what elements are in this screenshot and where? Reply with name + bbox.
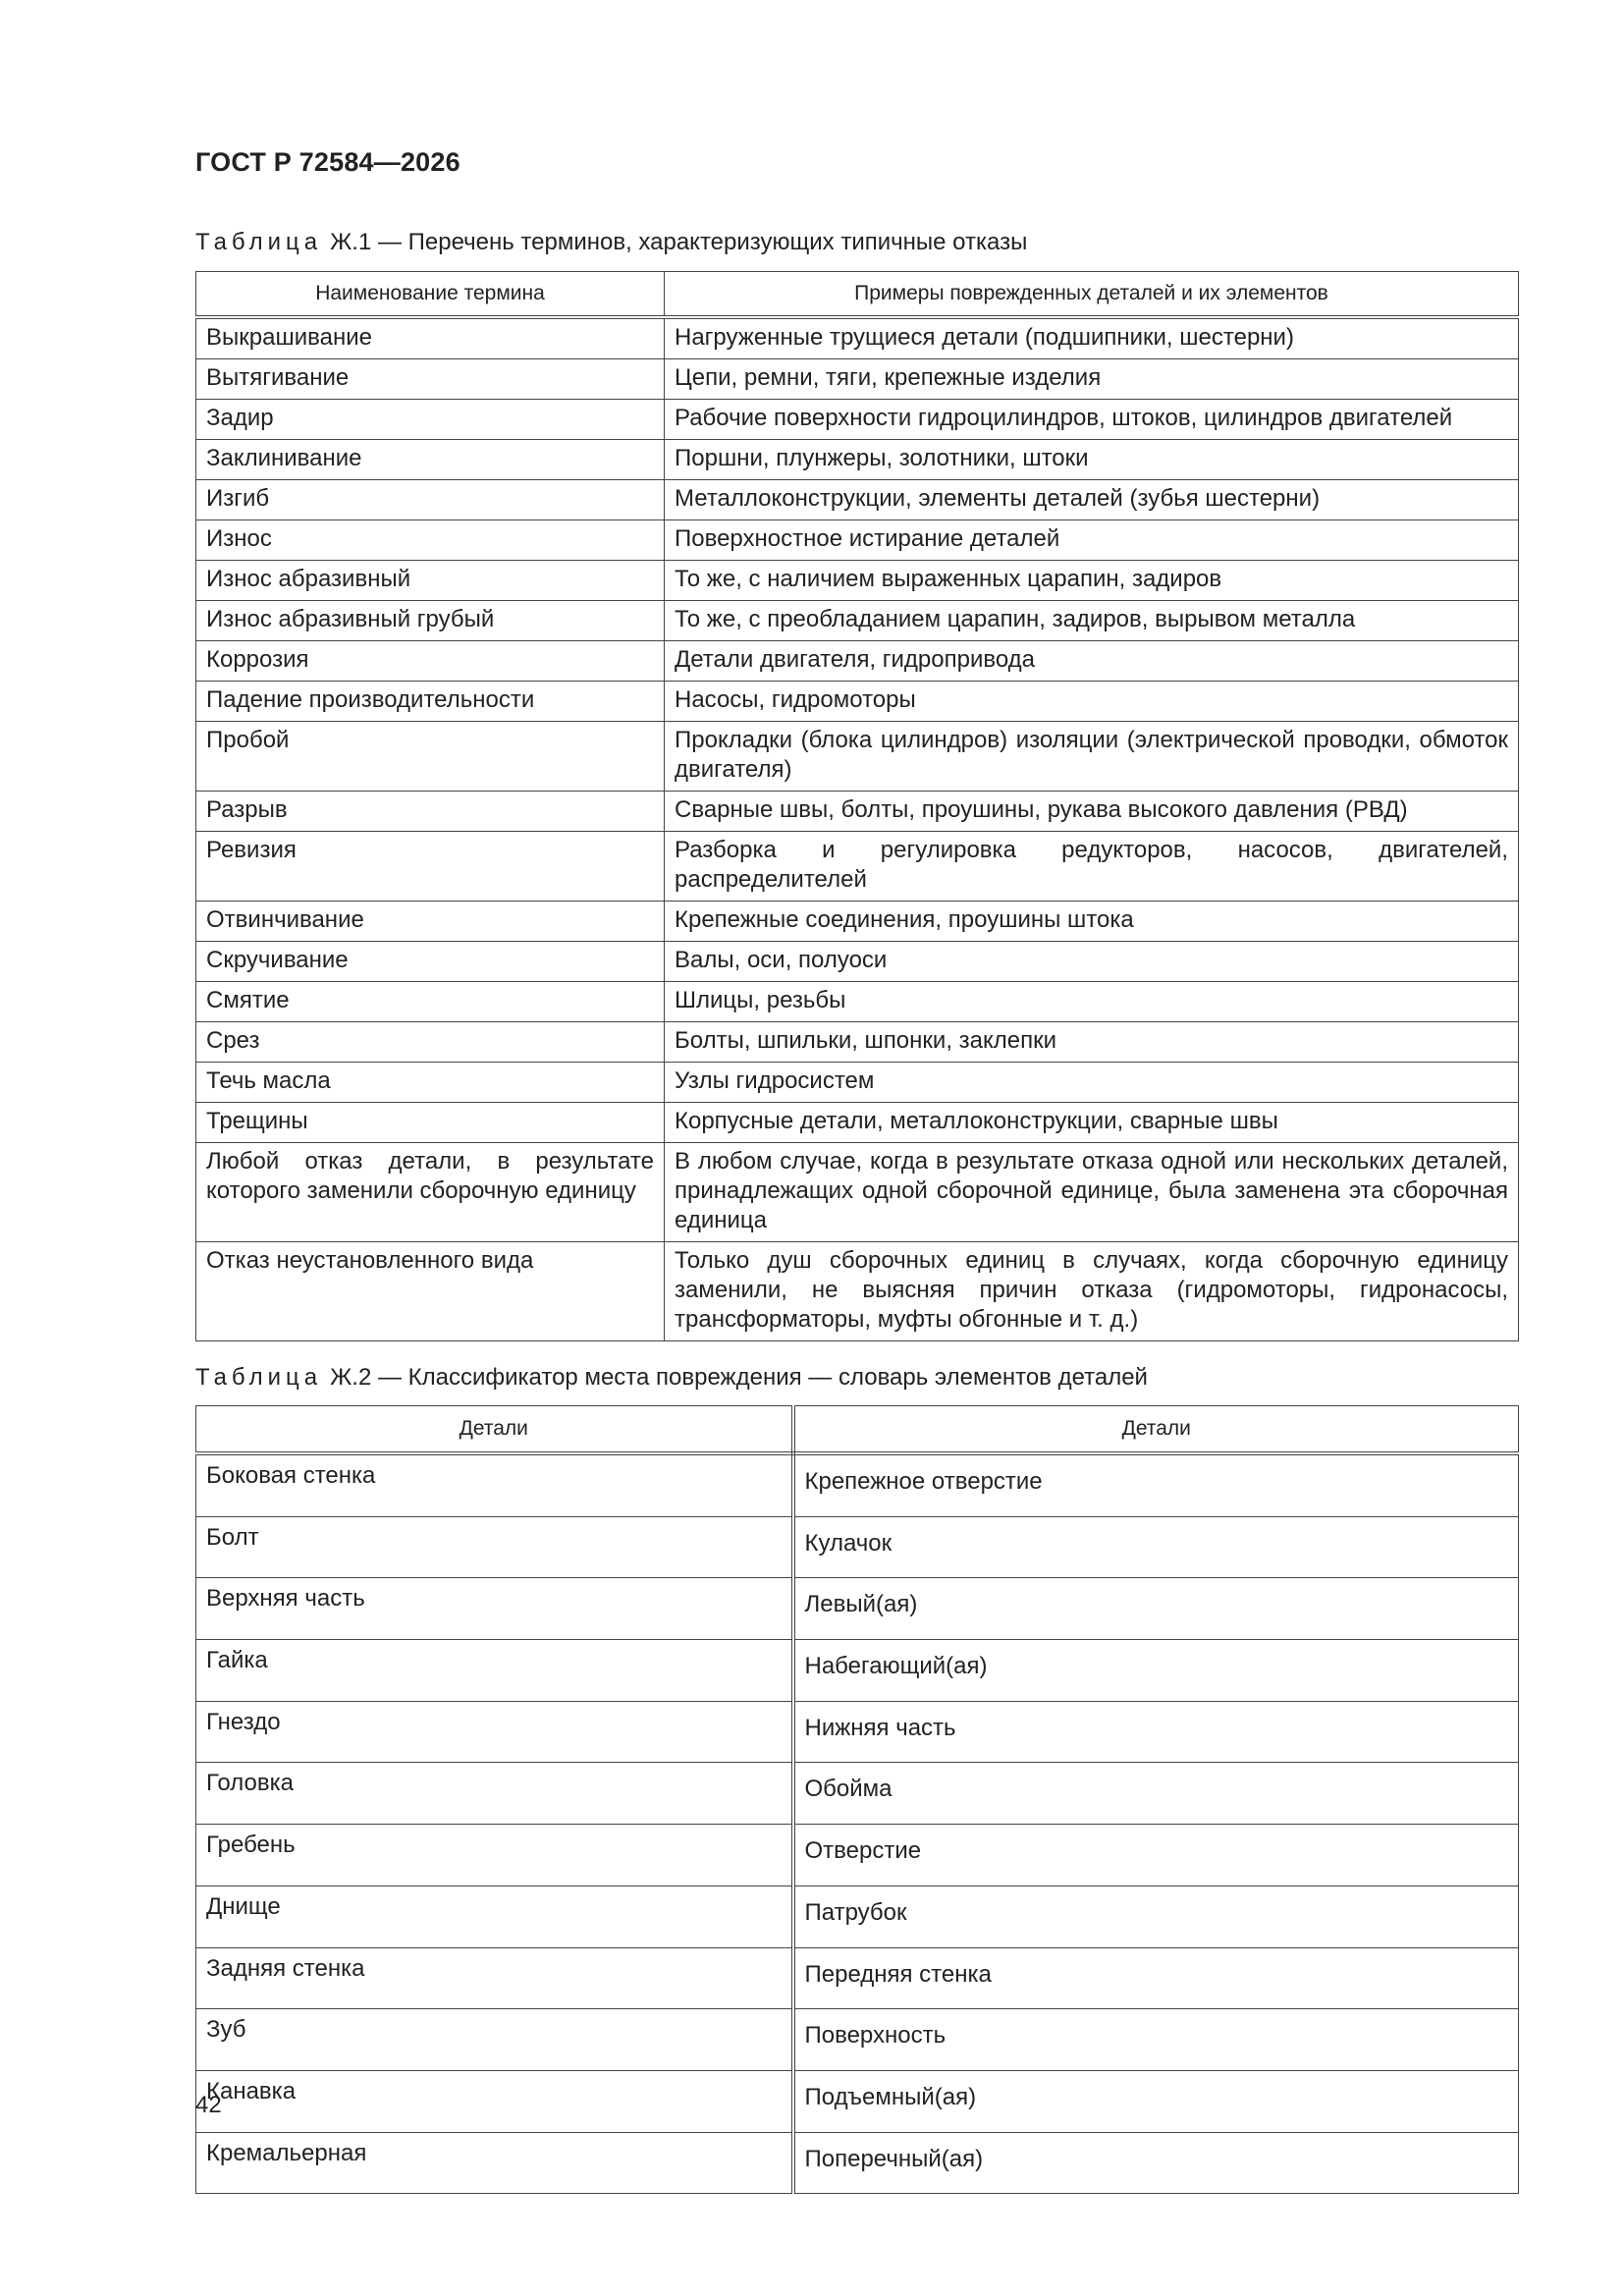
term-cell: Пробой xyxy=(196,722,665,792)
detail-cell: Нижняя часть xyxy=(793,1701,1519,1763)
table-row xyxy=(196,2132,1519,2194)
detail-cell: Днище xyxy=(196,1886,793,1947)
table-row xyxy=(196,601,1519,641)
detail-cell: Боковая стенка xyxy=(196,1453,793,1516)
table-row xyxy=(196,1701,1519,1763)
table-row xyxy=(196,722,1519,792)
examples-cell: Крепежные соединения, проушины штока xyxy=(665,902,1519,942)
table-header-row xyxy=(196,272,1519,318)
examples-cell: Болты, шпильки, шпонки, заклепки xyxy=(665,1022,1519,1063)
term-cell: Задир xyxy=(196,400,665,440)
table-2-caption-label: Таблица xyxy=(195,1364,323,1391)
table-row xyxy=(196,1578,1519,1640)
examples-cell: То же, с наличием выраженных царапин, задиров xyxy=(665,561,1519,601)
table-row xyxy=(196,1763,1519,1825)
term-cell: Ревизия xyxy=(196,832,665,902)
detail-cell: Верхняя часть xyxy=(196,1578,793,1640)
table-1-caption-text: Ж.1 — Перечень терминов, характеризующих типичные отказы xyxy=(330,229,1028,255)
examples-cell: Детали двигателя, гидропривода xyxy=(665,641,1519,682)
term-cell: Заклинивание xyxy=(196,440,665,480)
table-row xyxy=(196,1516,1519,1578)
examples-cell: Поршни, плунжеры, золотники, штоки xyxy=(665,440,1519,480)
table-row xyxy=(196,400,1519,440)
term-cell: Коррозия xyxy=(196,641,665,682)
table-row xyxy=(196,832,1519,902)
table-row xyxy=(196,1453,1519,1516)
term-cell: Вытягивание xyxy=(196,359,665,400)
term-cell: Износ абразивный xyxy=(196,561,665,601)
table-header-row xyxy=(196,1406,1519,1454)
examples-cell: Металлоконструкции, элементы деталей (зубья шестерни) xyxy=(665,480,1519,520)
detail-cell: Левый(ая) xyxy=(793,1578,1519,1640)
term-cell: Износ xyxy=(196,520,665,561)
detail-cell: Подъемный(ая) xyxy=(793,2070,1519,2132)
table-row xyxy=(196,1825,1519,1886)
detail-cell: Кремальерная xyxy=(196,2132,793,2194)
examples-cell: Корпусные детали, металлоконструкции, сварные швы xyxy=(665,1103,1519,1143)
term-cell: Скручивание xyxy=(196,942,665,982)
table-row xyxy=(196,2009,1519,2071)
term-cell: Падение производительности xyxy=(196,682,665,722)
detail-cell: Обойма xyxy=(793,1763,1519,1825)
term-cell: Трещины xyxy=(196,1103,665,1143)
detail-cell: Отверстие xyxy=(793,1825,1519,1886)
table-row xyxy=(196,1143,1519,1242)
term-cell: Срез xyxy=(196,1022,665,1063)
detail-cell: Гнездо xyxy=(196,1701,793,1763)
detail-cell: Набегающий(ая) xyxy=(793,1640,1519,1702)
detail-cell: Кулачок xyxy=(793,1516,1519,1578)
table-row xyxy=(196,561,1519,601)
term-cell: Любой отказ детали, в результате которого заменили сборочную единицу xyxy=(196,1143,665,1242)
examples-cell: Валы, оси, полуоси xyxy=(665,942,1519,982)
examples-cell: Поверхностное истирание деталей xyxy=(665,520,1519,561)
detail-cell: Головка xyxy=(196,1763,793,1825)
term-cell: Разрыв xyxy=(196,792,665,832)
table-2-caption xyxy=(195,1364,1148,1392)
examples-cell: Сварные швы, болты, проушины, рукава высокого давления (РВД) xyxy=(665,792,1519,832)
examples-cell: Шлицы, резьбы xyxy=(665,982,1519,1022)
table-row xyxy=(196,982,1519,1022)
table-row xyxy=(196,942,1519,982)
term-cell: Отказ неустановленного вида xyxy=(196,1242,665,1341)
table-row xyxy=(196,1022,1519,1063)
column-header-details-right: Детали xyxy=(793,1406,1519,1454)
table-2-caption-text: Ж.2 — Классификатор места повреждения — словарь элементов деталей xyxy=(330,1364,1148,1391)
examples-cell: Прокладки (блока цилиндров) изоляции (электрической проводки, обмоток двигателя) xyxy=(665,722,1519,792)
examples-cell: То же, с преобладанием царапин, задиров, вырывом металла xyxy=(665,601,1519,641)
term-cell: Смятие xyxy=(196,982,665,1022)
table-row xyxy=(196,2070,1519,2132)
term-cell: Изгиб xyxy=(196,480,665,520)
examples-cell: Нагруженные трущиеся детали (подшипники, шестерни) xyxy=(665,317,1519,359)
table-row xyxy=(196,440,1519,480)
detail-cell: Передняя стенка xyxy=(793,1947,1519,2009)
detail-cell: Поверхность xyxy=(793,2009,1519,2071)
table-row xyxy=(196,1640,1519,1702)
table-row xyxy=(196,480,1519,520)
examples-cell: Только душ сборочных единиц в случаях, когда сборочную единицу заменили, не выясняя причин отказа (гидромоторы, гидронасосы, трансформаторы, муфты обгонные и т. д.) xyxy=(665,1242,1519,1341)
examples-cell: Разборка и регулировка редукторов, насосов, двигателей, распределителей xyxy=(665,832,1519,902)
table-row xyxy=(196,359,1519,400)
examples-cell: Узлы гидросистем xyxy=(665,1063,1519,1103)
detail-cell: Зуб xyxy=(196,2009,793,2071)
term-cell: Выкрашивание xyxy=(196,317,665,359)
table-1-caption xyxy=(195,229,1027,256)
document-code-header: ГОСТ Р 72584—2026 xyxy=(195,147,460,177)
damage-location-table xyxy=(195,1405,1519,2194)
table-row xyxy=(196,1947,1519,2009)
table-row xyxy=(196,317,1519,359)
table-row xyxy=(196,1103,1519,1143)
table-row xyxy=(196,520,1519,561)
examples-cell: Рабочие поверхности гидроцилиндров, штоков, цилиндров двигателей xyxy=(665,400,1519,440)
examples-cell: Насосы, гидромоторы xyxy=(665,682,1519,722)
failure-terms-table xyxy=(195,271,1519,1341)
table-row xyxy=(196,1063,1519,1103)
table-1-caption-label: Таблица xyxy=(195,229,323,255)
page-number: 42 xyxy=(195,2092,222,2118)
column-header-details-left: Детали xyxy=(196,1406,793,1454)
detail-cell: Гайка xyxy=(196,1640,793,1702)
detail-cell: Крепежное отверстие xyxy=(793,1453,1519,1516)
table-row xyxy=(196,1886,1519,1947)
examples-cell: Цепи, ремни, тяги, крепежные изделия xyxy=(665,359,1519,400)
detail-cell: Болт xyxy=(196,1516,793,1578)
examples-cell: В любом случае, когда в результате отказа одной или нескольких деталей, принадлежащих одной сборочной единице, была заменена эта сборочная единица xyxy=(665,1143,1519,1242)
detail-cell: Гребень xyxy=(196,1825,793,1886)
term-cell: Отвинчивание xyxy=(196,902,665,942)
detail-cell: Задняя стенка xyxy=(196,1947,793,2009)
column-header-examples: Примеры поврежденных деталей и их элементов xyxy=(665,272,1519,318)
column-header-term: Наименование термина xyxy=(196,272,665,318)
table-row xyxy=(196,682,1519,722)
table-row xyxy=(196,902,1519,942)
table-row xyxy=(196,792,1519,832)
term-cell: Износ абразивный грубый xyxy=(196,601,665,641)
detail-cell: Поперечный(ая) xyxy=(793,2132,1519,2194)
detail-cell: Канавка xyxy=(196,2070,793,2132)
table-row xyxy=(196,641,1519,682)
detail-cell: Патрубок xyxy=(793,1886,1519,1947)
table-row xyxy=(196,1242,1519,1341)
term-cell: Течь масла xyxy=(196,1063,665,1103)
